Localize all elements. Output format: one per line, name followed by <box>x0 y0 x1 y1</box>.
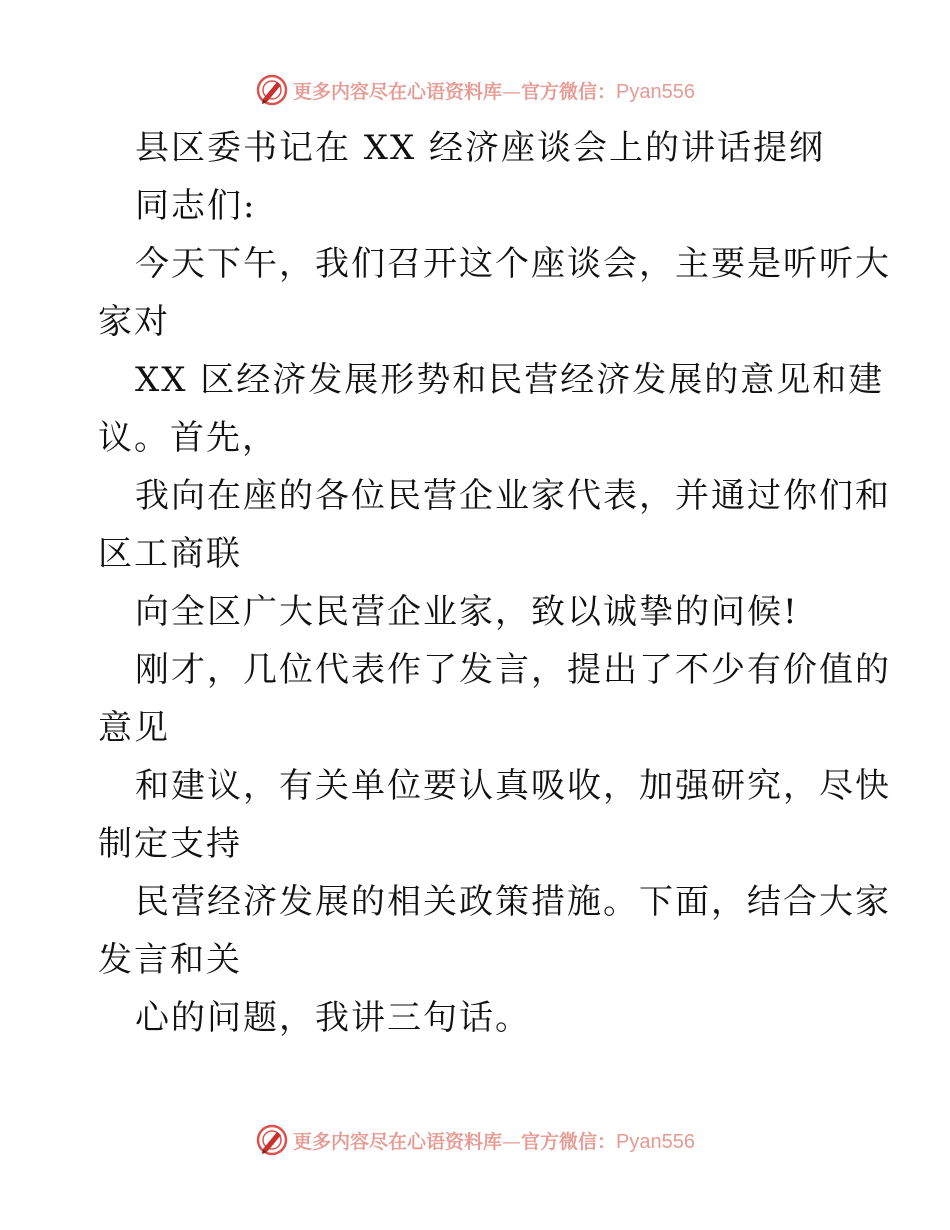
paragraph-line: 和建议，有关单位要认真吸收，加强研究，尽快 <box>135 766 891 806</box>
paragraph-line: 今天下午，我们召开这个座谈会，主要是听听大 <box>135 244 891 284</box>
paragraph-line: 心的问题，我讲三句话。 <box>135 998 531 1038</box>
paragraph-line: 家对 <box>98 302 170 342</box>
document-title: 县区委书记在 XX 经济座谈会上的讲话提纲 <box>135 128 826 168</box>
paragraph-line: 民营经济发展的相关政策措施。下面，结合大家 <box>135 882 891 922</box>
paragraph-line: 意见 <box>98 708 170 748</box>
watermark-account: Pyan556 <box>616 80 695 103</box>
watermark-dash: — <box>502 80 522 103</box>
pen-logo-icon <box>255 73 289 107</box>
paragraph-line: 同志们: <box>135 186 257 226</box>
header-watermark <box>0 70 950 110</box>
watermark-label: 官方微信： <box>521 1130 617 1153</box>
watermark-dash: — <box>502 1130 522 1153</box>
footer-watermark <box>0 1120 950 1160</box>
paragraph-line: 区工商联 <box>98 534 242 574</box>
pen-logo-icon <box>255 1123 289 1157</box>
watermark-label: 官方微信： <box>521 80 617 103</box>
watermark-main-text: 更多内容尽在心语资料库 <box>293 80 503 103</box>
watermark-account: Pyan556 <box>616 1130 695 1153</box>
paragraph-line: 议。首先， <box>98 418 278 458</box>
paragraph-line: 向全区广大民营企业家，致以诚挚的问候! <box>135 592 799 632</box>
paragraph-line: 刚才，几位代表作了发言，提出了不少有价值的 <box>135 650 891 690</box>
watermark-main-text: 更多内容尽在心语资料库 <box>293 1130 503 1153</box>
paragraph-line: XX 区经济发展形势和民营经济发展的意见和建 <box>135 360 885 400</box>
paragraph-line: 制定支持 <box>98 824 242 864</box>
paragraph-line: 发言和关 <box>98 940 242 980</box>
paragraph-line: 我向在座的各位民营企业家代表，并通过你们和 <box>135 476 891 516</box>
